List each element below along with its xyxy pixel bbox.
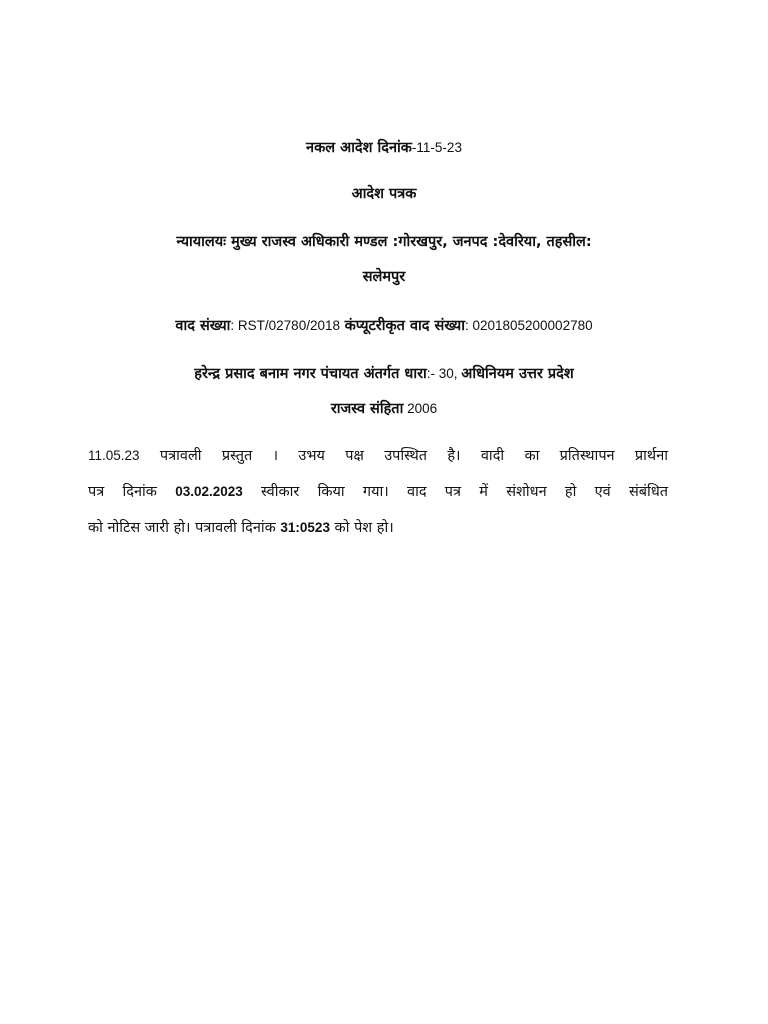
order-line-2 <box>88 481 668 503</box>
order-text-2a: पत्र दिनांक <box>88 484 176 500</box>
parties-act: राजस्व संहिता <box>330 401 404 417</box>
order-line-1 <box>88 445 668 467</box>
parties-year: 2006 <box>403 401 438 416</box>
document-subheading: आदेश पत्रक <box>351 186 417 202</box>
order-date: 11.05.23 <box>88 448 140 463</box>
order-line-3 <box>88 517 668 539</box>
parties-line-1 <box>0 363 768 385</box>
order-text-3b: को पेश हो। <box>329 520 394 536</box>
order-text-1: पत्रावली प्रस्तुत । उभय पक्ष उपस्थित है। वादी का प्रतिस्थापन प्रार्थना <box>139 448 668 464</box>
order-text-2b: स्वीकार किया गया। वाद पत्र में संशोधन हो एवं संबंधित <box>242 484 668 500</box>
next-hearing-date: 31:0523 <box>280 520 330 535</box>
parties-line-2 <box>0 398 768 420</box>
case-number-line <box>0 315 768 337</box>
parties-text-a: हरेन्द्र प्रसाद बनाम नगर पंचायत अंतर्गत धारा <box>194 366 427 382</box>
court-line-2: सलेमपुर <box>362 269 406 285</box>
order-text-3a: को नोटिस जारी हो। पत्रावली दिनांक <box>88 520 281 536</box>
case-number-value: : RST/02780/2018 <box>230 318 340 333</box>
computerized-case-label: कंप्यूटरीकृत वाद संख्या <box>344 318 465 334</box>
heading-label: नकल आदेश दिनांक <box>306 140 412 156</box>
heading-date: -11-5-23 <box>411 140 462 155</box>
document-heading <box>0 137 768 159</box>
case-number-label: वाद संख्या <box>175 318 231 334</box>
application-date: 03.02.2023 <box>175 484 243 499</box>
computerized-case-value: : 0201805200002780 <box>464 318 593 333</box>
court-line-1: न्यायालयः मुख्य राजस्व अधिकारी मण्डल :गोरखपुर, जनपद :देवरिया, तहसील: <box>176 234 592 250</box>
parties-section: :- 30, <box>426 366 462 381</box>
parties-text-b: अधिनियम उत्तर प्रदेश <box>461 366 574 382</box>
